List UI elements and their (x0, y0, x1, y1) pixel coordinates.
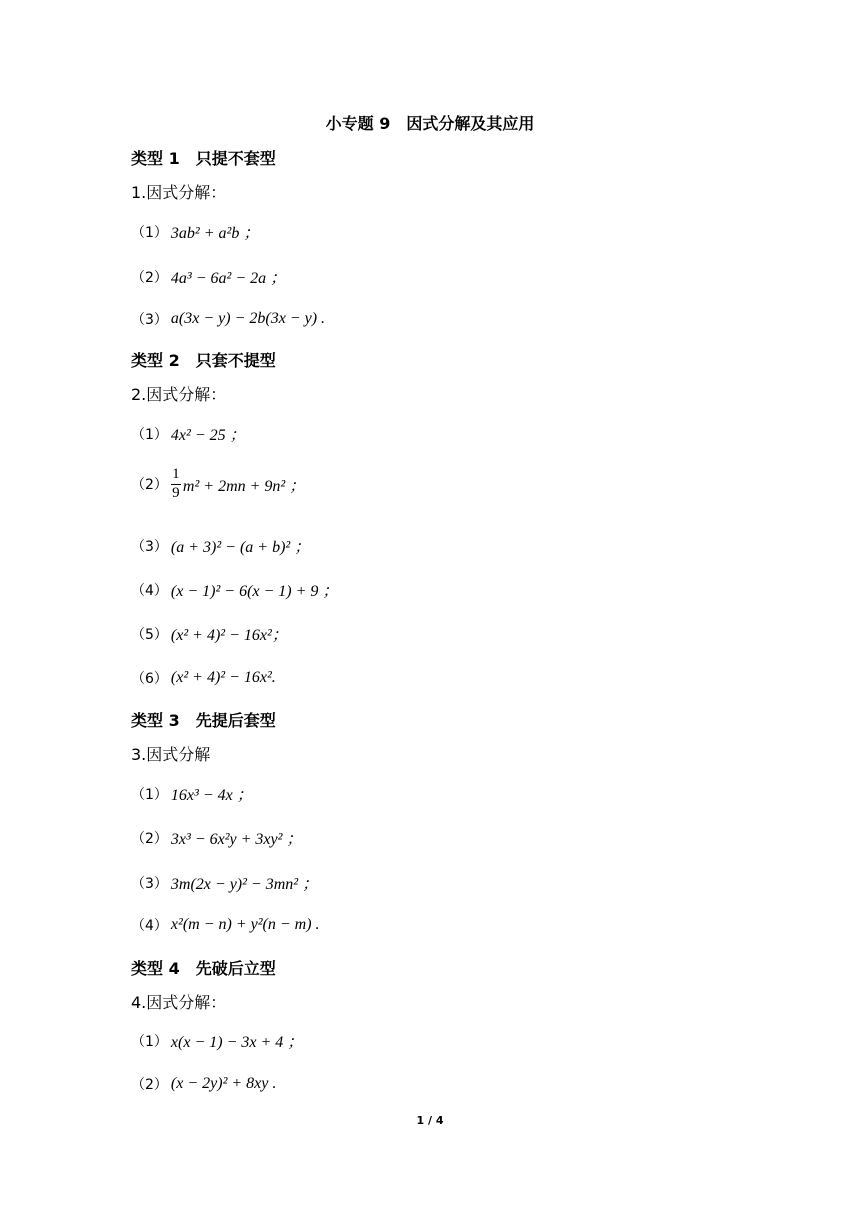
fraction-numerator: 1 (172, 466, 180, 482)
item-number: （2） (131, 269, 168, 286)
math-expression: (x − 1)² − 6(x − 1) + 9 ； (170, 583, 339, 600)
item-number: （1） (131, 1033, 168, 1050)
exercise-item (131, 1074, 276, 1094)
question-prompt-4: 4.因式分解： (131, 993, 227, 1012)
math-expression: (x² + 4)² − 16x²； (170, 627, 288, 644)
exercise-item (131, 915, 320, 935)
math-expression: (x² + 4)² − 16x². (170, 669, 276, 686)
exercise-item (131, 534, 310, 557)
item-number: （6） (131, 671, 168, 687)
item-number: （1） (131, 224, 168, 241)
math-expression: (x − 2y)² + 8xy . (170, 1075, 277, 1092)
item-number: （1） (131, 786, 168, 803)
item-number: （1） (131, 426, 168, 443)
section-heading-type-2: 类型 2 只套不提型 (131, 351, 276, 370)
math-expression: x(x − 1) − 3x + 4 ； (170, 1034, 304, 1051)
item-number: （3） (131, 538, 168, 555)
page-number: 1 / 4 (416, 1114, 444, 1127)
math-expression: a(3x − y) − 2b(3x − y) . (170, 310, 326, 327)
item-number: （3） (131, 875, 168, 892)
exercise-item (131, 871, 318, 894)
exercise-item (131, 826, 302, 849)
item-number: （4） (131, 918, 168, 934)
exercise-item (131, 309, 325, 329)
item-number: （2） (131, 1077, 168, 1093)
item-number: （2） (131, 830, 168, 847)
exercise-item (131, 467, 305, 502)
math-expression: 3m(2x − y)² − 3mn² ； (170, 876, 319, 893)
exercise-item (131, 422, 246, 445)
page-title: 小专题 9 因式分解及其应用 (325, 114, 535, 133)
math-expression: x²(m − n) + y²(n − m) . (170, 916, 320, 933)
question-prompt-3: 3.因式分解 (131, 745, 211, 764)
math-expression: 16x³ − 4x ； (170, 787, 253, 804)
exercise-item (131, 668, 276, 688)
math-expression: 4a³ − 6a² − 2a ； (170, 270, 287, 287)
section-heading-type-1: 类型 1 只提不套型 (131, 149, 276, 168)
section-heading-type-3: 类型 3 先提后套型 (131, 711, 276, 730)
exercise-item (131, 1029, 303, 1052)
item-number: （3） (131, 312, 168, 328)
item-number: （5） (131, 626, 168, 643)
math-expression: 4x² − 25 ； (170, 427, 246, 444)
question-prompt-1: 1.因式分解： (131, 183, 227, 202)
math-expression: 3ab² + a²b ； (170, 225, 260, 242)
exercise-item (131, 578, 338, 601)
exercise-item (131, 220, 259, 243)
exercise-item (131, 782, 253, 805)
fraction (171, 467, 181, 502)
item-number: （2） (131, 477, 168, 494)
section-heading-type-4: 类型 4 先破后立型 (131, 959, 276, 978)
math-expression: 3x³ − 6x²y + 3xy² ； (170, 831, 303, 848)
exercise-item (131, 622, 288, 645)
item-number: （4） (131, 582, 168, 599)
question-prompt-2: 2.因式分解： (131, 385, 227, 404)
math-expression: (a + 3)² − (a + b)² ； (170, 539, 311, 556)
fraction-denominator: 9 (172, 484, 180, 501)
math-expression: m² + 2mn + 9n² ； (182, 477, 306, 495)
exercise-item (131, 265, 286, 288)
